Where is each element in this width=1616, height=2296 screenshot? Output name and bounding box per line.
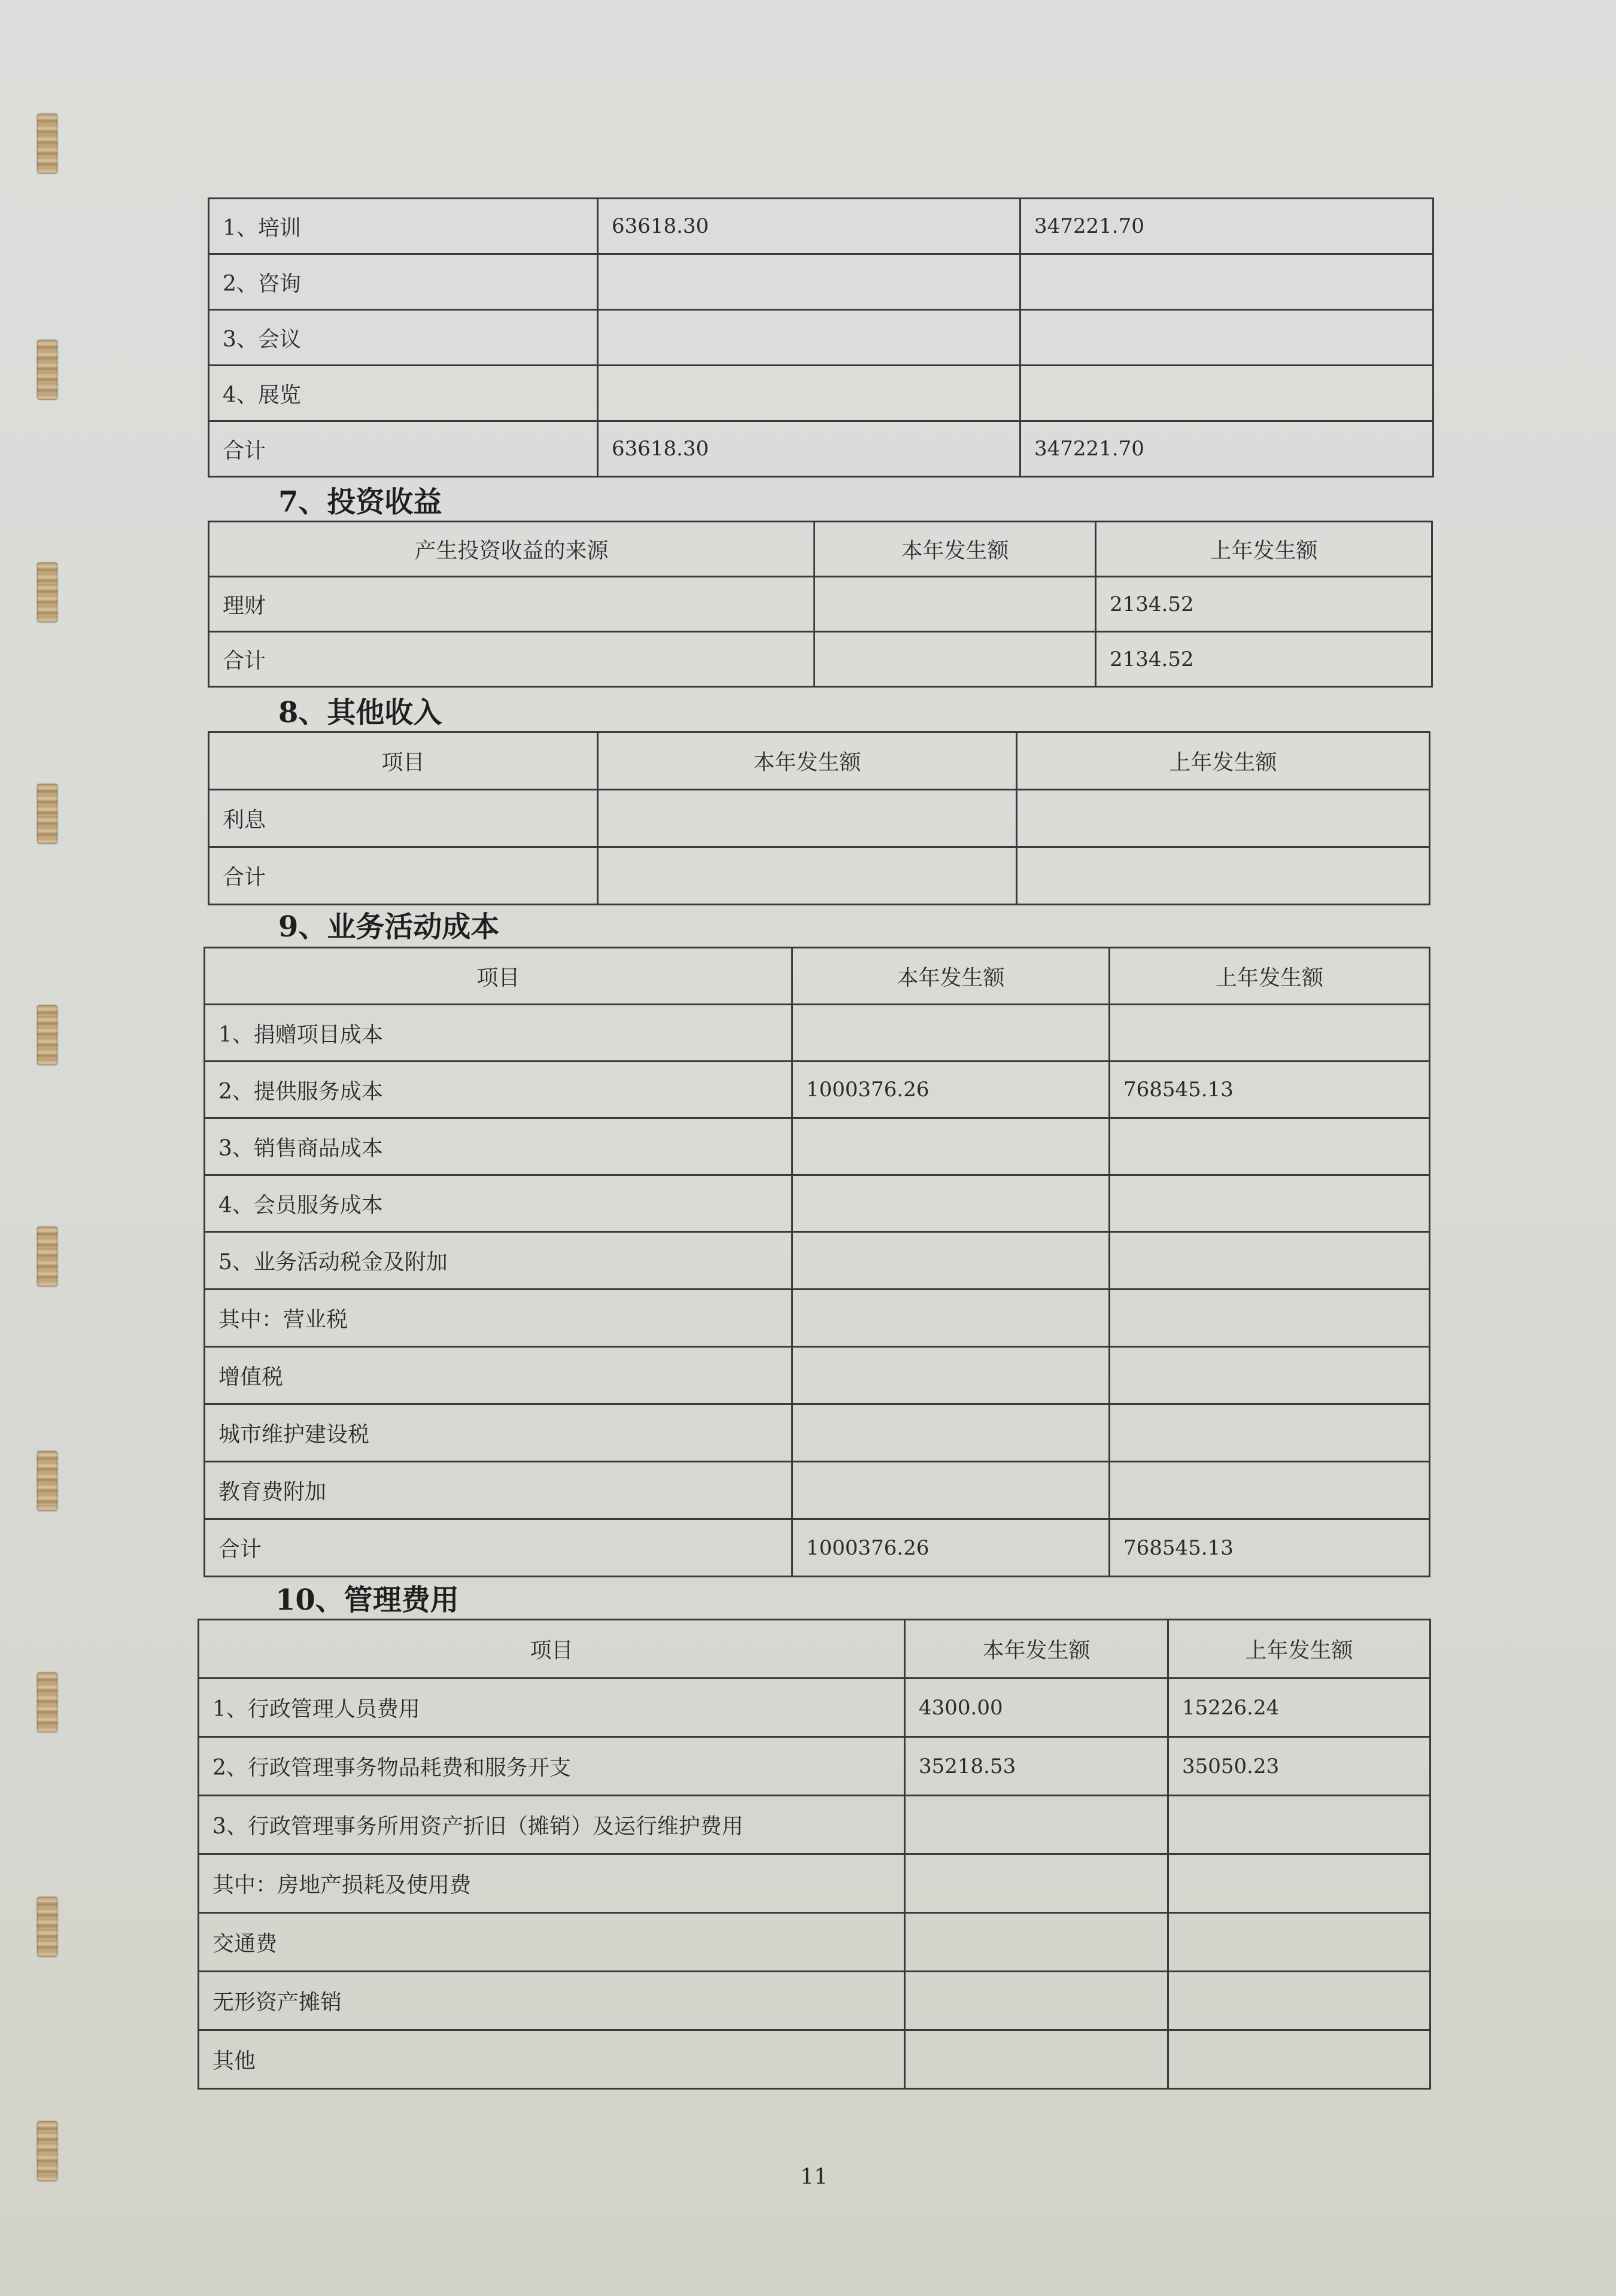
row-label: 2、行政管理事务物品耗费和服务开支 — [199, 1737, 905, 1796]
binding-hole-icon — [37, 2121, 57, 2181]
current-year-value — [792, 1290, 1110, 1347]
prior-year-value: 347221.70 — [1020, 421, 1433, 477]
table-row — [199, 1678, 1430, 1737]
column-header-item: 项目 — [199, 1620, 905, 1678]
row-label: 5、业务活动税金及附加 — [205, 1232, 792, 1290]
row-label: 交通费 — [199, 1913, 905, 1972]
table-row — [209, 199, 1433, 254]
current-year-value: 35218.53 — [905, 1737, 1168, 1796]
table-business-activity-cost — [203, 947, 1430, 1577]
table-row-total — [205, 1519, 1430, 1577]
current-year-value — [905, 1796, 1168, 1854]
section-title-business-activity-cost: 9、业务活动成本 — [278, 910, 500, 944]
section-title-other-income: 8、其他收入 — [278, 696, 442, 729]
prior-year-value — [1110, 1290, 1430, 1347]
section-title-investment-income: 7、投资收益 — [278, 485, 442, 519]
binding-hole-icon — [37, 1227, 57, 1287]
current-year-value — [792, 1232, 1110, 1290]
table-row — [205, 1404, 1430, 1462]
row-label: 其中：营业税 — [205, 1290, 792, 1347]
prior-year-value — [1020, 366, 1433, 421]
binding-holes — [30, 0, 66, 2296]
row-label: 增值税 — [205, 1347, 792, 1404]
binding-hole-icon — [37, 1897, 57, 1957]
row-label: 教育费附加 — [205, 1462, 792, 1519]
table-row — [205, 1347, 1430, 1404]
prior-year-value — [1110, 1175, 1430, 1232]
prior-year-value — [1020, 310, 1433, 366]
table-row — [199, 2030, 1430, 2089]
current-year-value — [598, 790, 1017, 847]
prior-year-value: 768545.13 — [1110, 1519, 1430, 1577]
row-label: 4、会员服务成本 — [205, 1175, 792, 1232]
binding-hole-icon — [37, 114, 57, 174]
page-number: 11 — [800, 2165, 828, 2189]
table-row — [205, 1175, 1430, 1232]
binding-hole-icon — [37, 1005, 57, 1065]
prior-year-value: 2134.52 — [1096, 632, 1432, 687]
table-row — [199, 1737, 1430, 1796]
prior-year-value — [1110, 1404, 1430, 1462]
column-header-prior-year: 上年发生额 — [1017, 732, 1430, 790]
column-header-item: 项目 — [209, 732, 598, 790]
prior-year-value — [1020, 254, 1433, 310]
table-header-row — [199, 1620, 1430, 1678]
table-row — [209, 790, 1430, 847]
row-label: 其中：房地产损耗及使用费 — [199, 1854, 905, 1913]
column-header-current-year: 本年发生额 — [905, 1620, 1168, 1678]
row-label: 利息 — [209, 790, 598, 847]
column-header-prior-year: 上年发生额 — [1110, 948, 1430, 1005]
prior-year-value — [1168, 1913, 1430, 1972]
column-header-current-year: 本年发生额 — [792, 948, 1110, 1005]
row-label: 3、会议 — [209, 310, 598, 366]
current-year-value: 1000376.26 — [792, 1062, 1110, 1118]
current-year-value — [792, 1347, 1110, 1404]
table-row — [209, 366, 1433, 421]
table-row — [199, 1913, 1430, 1972]
row-label: 4、展览 — [209, 366, 598, 421]
binding-hole-icon — [37, 1672, 57, 1732]
table-row — [205, 1062, 1430, 1118]
prior-year-value — [1017, 847, 1430, 905]
current-year-value — [905, 2030, 1168, 2089]
prior-year-value — [1110, 1118, 1430, 1175]
prior-year-value — [1168, 1854, 1430, 1913]
table-administrative-expenses — [198, 1619, 1431, 2090]
column-header-current-year: 本年发生额 — [598, 732, 1017, 790]
table-row — [199, 1854, 1430, 1913]
row-label: 2、咨询 — [209, 254, 598, 310]
prior-year-value — [1110, 1347, 1430, 1404]
row-label: 3、销售商品成本 — [205, 1118, 792, 1175]
column-header-item: 项目 — [205, 948, 792, 1005]
prior-year-value — [1110, 1462, 1430, 1519]
table-investment-income — [208, 521, 1433, 688]
prior-year-value: 15226.24 — [1168, 1678, 1430, 1737]
binding-hole-icon — [37, 1451, 57, 1511]
row-label: 3、行政管理事务所用资产折旧（摊销）及运行维护费用 — [199, 1796, 905, 1854]
row-label: 1、行政管理人员费用 — [199, 1678, 905, 1737]
table-row-total — [209, 632, 1432, 687]
prior-year-value: 347221.70 — [1020, 199, 1433, 254]
row-label: 理财 — [209, 577, 815, 632]
prior-year-value — [1017, 790, 1430, 847]
prior-year-value — [1168, 2030, 1430, 2089]
current-year-value: 4300.00 — [905, 1678, 1168, 1737]
current-year-value — [792, 1118, 1110, 1175]
table-row — [205, 1232, 1430, 1290]
current-year-value — [792, 1005, 1110, 1062]
table-row — [205, 1290, 1430, 1347]
row-label: 2、提供服务成本 — [205, 1062, 792, 1118]
prior-year-value — [1110, 1005, 1430, 1062]
row-label: 其他 — [199, 2030, 905, 2089]
current-year-value — [815, 632, 1096, 687]
current-year-value — [905, 1913, 1168, 1972]
prior-year-value: 2134.52 — [1096, 577, 1432, 632]
column-header-current-year: 本年发生额 — [815, 522, 1096, 577]
column-header-prior-year: 上年发生额 — [1168, 1620, 1430, 1678]
table-other-income — [208, 731, 1430, 905]
table-row-total — [209, 421, 1433, 477]
current-year-value — [815, 577, 1096, 632]
row-label: 合计 — [205, 1519, 792, 1577]
binding-hole-icon — [37, 784, 57, 844]
current-year-value — [792, 1462, 1110, 1519]
table-row-total — [209, 847, 1430, 905]
row-label: 合计 — [209, 632, 815, 687]
table-row — [205, 1462, 1430, 1519]
current-year-value — [792, 1175, 1110, 1232]
table-header-row — [209, 732, 1430, 790]
table-row — [209, 577, 1432, 632]
prior-year-value: 35050.23 — [1168, 1737, 1430, 1796]
current-year-value — [905, 1972, 1168, 2030]
current-year-value: 1000376.26 — [792, 1519, 1110, 1577]
table-row — [199, 1972, 1430, 2030]
prior-year-value — [1110, 1232, 1430, 1290]
table-header-row — [209, 522, 1432, 577]
current-year-value — [598, 847, 1017, 905]
table-header-row — [205, 948, 1430, 1005]
current-year-value — [598, 310, 1020, 366]
prior-year-value — [1168, 1972, 1430, 2030]
binding-hole-icon — [37, 340, 57, 400]
table-row — [199, 1796, 1430, 1854]
current-year-value — [905, 1854, 1168, 1913]
table-row — [205, 1118, 1430, 1175]
table-row — [205, 1005, 1430, 1062]
row-label: 合计 — [209, 421, 598, 477]
table-row — [209, 254, 1433, 310]
row-label: 无形资产摊销 — [199, 1972, 905, 2030]
prior-year-value: 768545.13 — [1110, 1062, 1430, 1118]
table-other-business-income — [208, 197, 1434, 478]
binding-hole-icon — [37, 562, 57, 622]
row-label: 1、捐赠项目成本 — [205, 1005, 792, 1062]
current-year-value — [598, 254, 1020, 310]
column-header-source: 产生投资收益的来源 — [209, 522, 815, 577]
table-row — [209, 310, 1433, 366]
current-year-value — [598, 366, 1020, 421]
row-label: 城市维护建设税 — [205, 1404, 792, 1462]
current-year-value: 63618.30 — [598, 199, 1020, 254]
column-header-prior-year: 上年发生额 — [1096, 522, 1432, 577]
section-title-administrative-expenses: 10、管理费用 — [275, 1583, 459, 1617]
prior-year-value — [1168, 1796, 1430, 1854]
row-label: 合计 — [209, 847, 598, 905]
current-year-value: 63618.30 — [598, 421, 1020, 477]
current-year-value — [792, 1404, 1110, 1462]
row-label: 1、培训 — [209, 199, 598, 254]
